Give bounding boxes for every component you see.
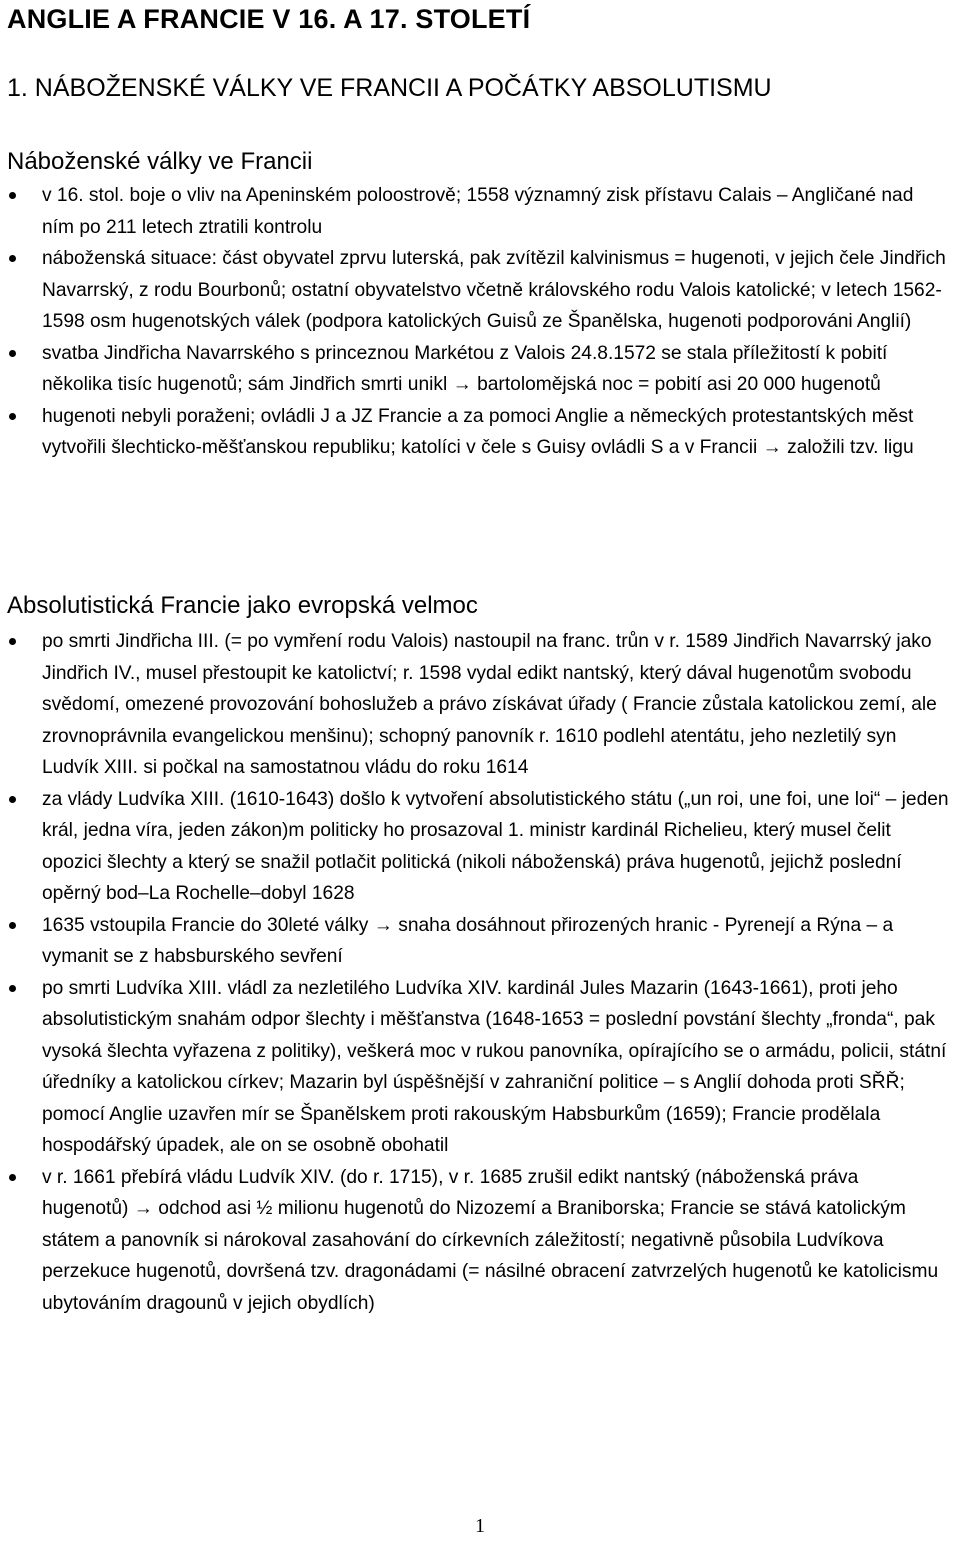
list-item: v r. 1661 přebírá vládu Ludvík XIV. (do r. 1715), v r. 1685 zrušil edikt nantský (náboženská práva hugenotů) → odchod asi ½ milionu hugenotů do Nizozemí a Braniborska; Francie se stává katolickým státem a panovník si nárokoval zasahování do církevních záležitostí; negativně působila Ludvíkova perzekuce hugenotů, dovršená tzv. dragonádami (= násilné obracení zatvrzelých hugenotů ke katolicismu ubytováním dragounů v jejich obydlích) <box>0 1162 950 1320</box>
list-item: náboženská situace: část obyvatel zprvu luterská, pak zvítězil kalvinismus = hugenoti, v jejich čele Jindřich Navarrský, z rodu Bourbonů; ostatní obyvatelstvo včetně královského rodu Valois katolické; v letech 1562-1598 osm hugenotských válek (podpora katolických Guisů ze Španělska, hugenoti podporováni Anglií) <box>0 243 950 338</box>
list-item: v 16. stol. boje o vliv na Apeninském poloostrově; 1558 významný zisk přístavu Calais – Angličané nad ním po 211 letech ztratili kontrolu <box>0 180 950 243</box>
list-item: po smrti Ludvíka XIII. vládl za nezletilého Ludvíka XIV. kardinál Jules Mazarin (1643-1661), proti jeho absolutistickým snahám odpor šlechty i měšťanstva (1648-1653 = poslední povstání šlechty „fronda“, pak vysoká šlechta vyřazena z politiky), veškerá moc v rukou panovníka, opírajícího se o armádu, policii, státní úředníky a katolickou církev; Mazarin byl úspěšnější v zahraniční politice – s Anglií dohoda proti SŘŘ; pomocí Anglie uzavřen mír se Španělskem proti rakouským Habsburkům (1659); Francie prodělala hospodářský úpadek, ale on se osobně obohatil <box>0 973 950 1162</box>
page-number: 1 <box>475 1515 485 1537</box>
bullet-list-absolutist-france <box>0 626 950 1319</box>
bullet-list-religious-wars <box>0 180 950 464</box>
list-item: svatba Jindřicha Navarrského s princeznou Markétou z Valois 24.8.1572 se stala příležitostí k pobití několika tisíc hugenotů; sám Jindřich smrti unikl → bartolomějská noc = pobití asi 20 000 hugenotů <box>0 338 950 401</box>
section-heading-religious-wars: Náboženské války ve Francii <box>7 148 313 175</box>
section-heading-absolutist-france: Absolutistická Francie jako evropská velmoc <box>7 592 478 619</box>
list-item: po smrti Jindřicha III. (= po vymření rodu Valois) nastoupil na franc. trůn v r. 1589 Jindřich Navarrský jako Jindřich IV., musel přestoupit ke katolictví; r. 1598 vydal edikt nantský, který dával hugenotům svobodu svědomí, omezené provozování bohoslužeb a právo získávat úřady ( Francie zůstala katolickou zemí, ale zrovnoprávnila evangelickou menšinu); schopný panovník r. 1610 podlehl atentátu, jeho nezletilý syn Ludvík XIII. si počkal na samostatnou vládu do roku 1614 <box>0 626 950 784</box>
document-title: ANGLIE A FRANCIE V 16. A 17. STOLETÍ <box>7 4 531 34</box>
chapter-heading: 1. NÁBOŽENSKÉ VÁLKY VE FRANCII A POČÁTKY ABSOLUTISMU <box>7 74 772 102</box>
list-item: 1635 vstoupila Francie do 30leté války → snaha dosáhnout přirozených hranic - Pyrenejí a Rýna – a vymanit se z habsburského sevření <box>0 910 950 973</box>
list-item: hugenoti nebyli poraženi; ovládli J a JZ Francie a za pomoci Anglie a německých protestantských měst vytvořili šlechticko-měšťanskou republiku; katolíci v čele s Guisy ovládli S a v Francii → založili tzv. ligu <box>0 401 950 464</box>
list-item: za vlády Ludvíka XIII. (1610-1643) došlo k vytvoření absolutistického státu („un roi, une foi, une loi“ – jeden král, jedna víra, jeden zákon)m politicky ho prosazoval 1. ministr kardinál Richelieu, který musel čelit opozici šlechty a který se snažil potlačit politická (nikoli náboženská) práva hugenotů, jejichž poslední opěrný bod–La Rochelle–dobyl 1628 <box>0 784 950 910</box>
